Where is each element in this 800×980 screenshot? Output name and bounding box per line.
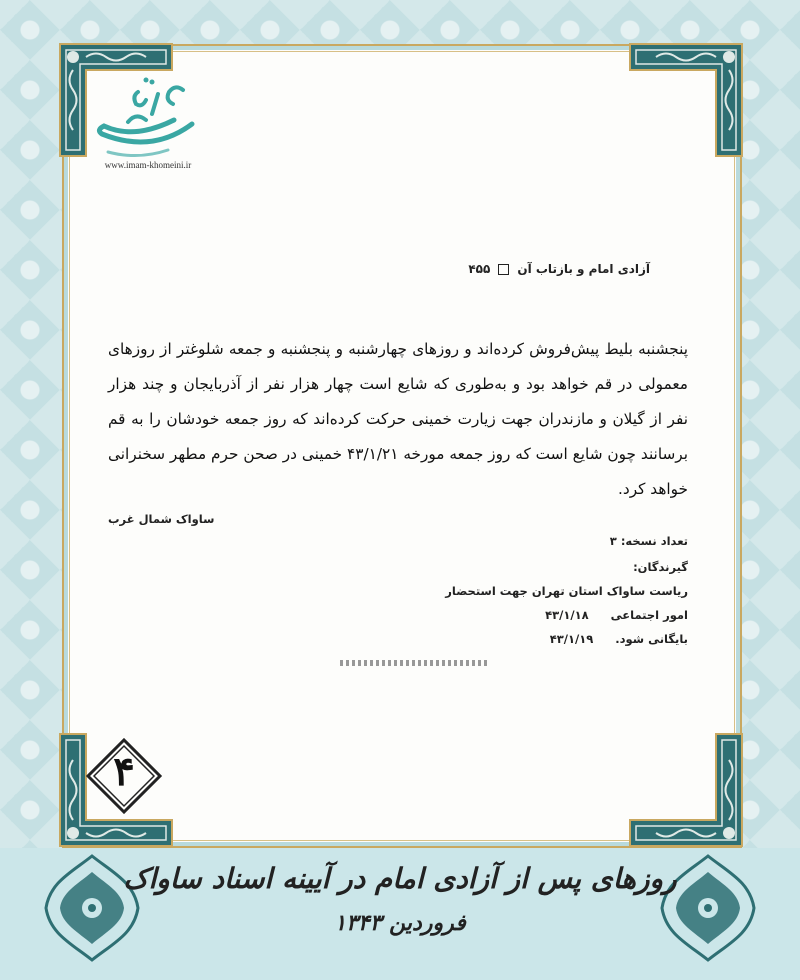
sahifeh-imam-logo	[88, 72, 208, 172]
corner-ornament-icon	[626, 730, 746, 850]
document-recipient-2: امور اجتماعی	[610, 608, 688, 622]
logo-website: www.imam-khomeini.ir	[104, 160, 192, 170]
document-body-paragraph: پنجشنبه بلیط پیش‌فروش کرده‌اند و روزهای چهارشنبه و پنجشنبه و جمعه شلوغتر از روزهای معمولی در قم خواهد بود و به‌طوری که شایع است چهار هزار نفر از آذربایجان و چند هزار نفر از گیلان و مازندران جهت زیارت خمینی حرکت کرده‌اند که روز جمعه خودشان را به قم برسانند چون شایع است که روز جمعه مورخه ۴۳/۱/۲۱ خمینی در صحن حرم مطهر سخنرانی خواهد کرد.	[108, 340, 688, 498]
dashed-divider	[340, 660, 490, 666]
document-header-number: ۴۵۵	[468, 262, 491, 276]
document-copies: تعداد نسخه: ۳	[609, 534, 688, 548]
document-body	[108, 332, 688, 507]
document-recipient-3-date: ۴۳/۱/۱۹	[549, 632, 594, 646]
document-header-title: آزادی امام و بازتاب آن	[517, 262, 650, 276]
footer-title: روزهای پس از آزادی امام در آیینه اسناد ساواک	[123, 862, 677, 895]
document-recipient-2-row	[108, 608, 688, 622]
document-signature: ساواک شمال غرب	[108, 512, 215, 526]
document-recipient-3: بایگانی شود.	[615, 632, 688, 646]
square-bullet-icon	[498, 264, 509, 275]
page-number-badge	[86, 738, 162, 814]
document-recipient-1: ریاست ساواک استان تهران جهت استحضار	[445, 584, 688, 598]
corner-ornament-icon	[626, 40, 746, 160]
footer-subtitle: فروردین ۱۳۴۳	[334, 910, 466, 936]
document-header	[468, 262, 650, 276]
page-number: ۴	[113, 748, 135, 795]
document-recipient-3-row	[108, 632, 688, 646]
document-recipients-label: گیرندگان:	[633, 560, 688, 574]
document-recipient-2-date: ۴۳/۱/۱۸	[545, 608, 589, 622]
